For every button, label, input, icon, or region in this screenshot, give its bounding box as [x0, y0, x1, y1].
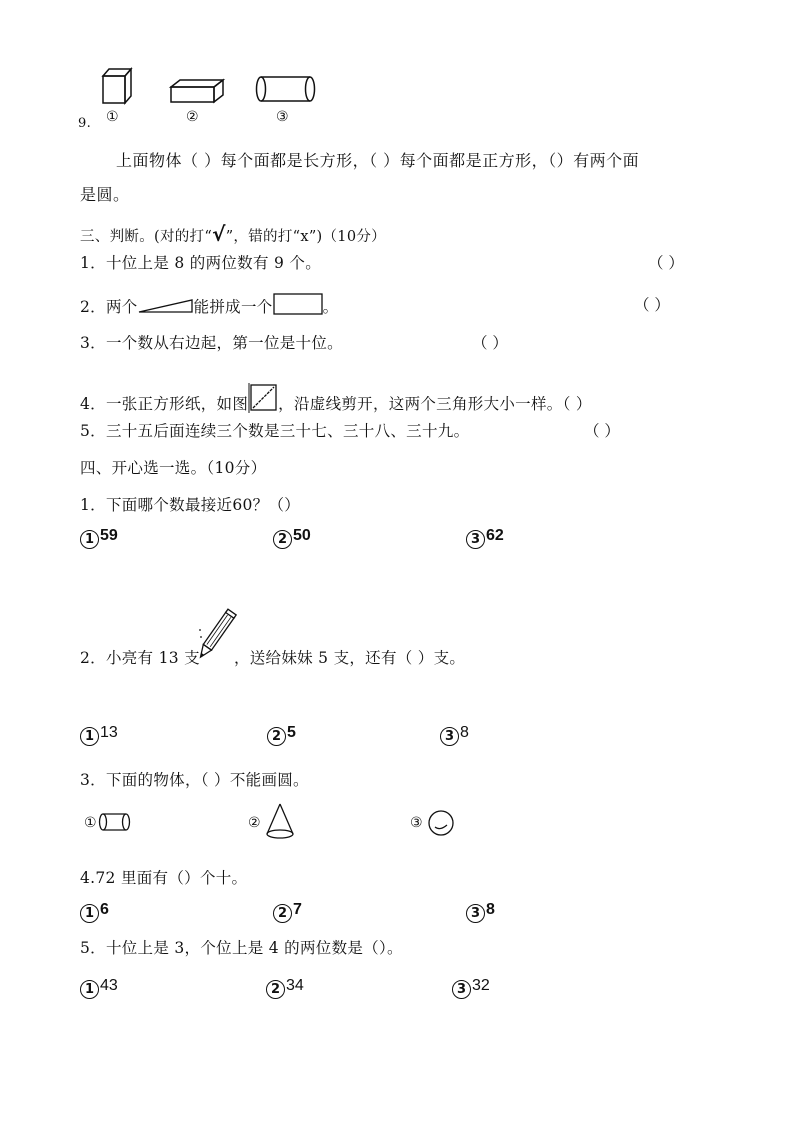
judge-item-3: 3．一个数从右边起，第一位是十位。: [80, 334, 343, 352]
q4-option-3[interactable]: 3 8: [466, 901, 495, 923]
choice-q1: 1．下面哪个数最接近60？（）: [80, 496, 301, 514]
q3-label-1: ①: [84, 815, 97, 831]
q3-label-3: ③: [410, 815, 423, 831]
section3-heading-mid: ”，错的打“x”)（10分）: [225, 229, 386, 245]
q2-option-1[interactable]: 1 13: [80, 724, 118, 746]
choice-q2-suffix: ，送给妹妹 5 支，还有（ ）支。: [233, 649, 466, 667]
judge-item-2-suffix: 。: [322, 298, 339, 316]
judge-bracket-2[interactable]: （ ）: [634, 296, 670, 314]
q9-text-line2: 是圆。: [80, 185, 130, 204]
q5-option-2[interactable]: 2 34: [266, 977, 304, 999]
choice-q2: [80, 646, 465, 668]
circle-number-icon: 3: [466, 530, 485, 549]
judge-item-2-mid: 能拼成一个: [193, 298, 273, 316]
figure-label-3: ③: [276, 109, 289, 125]
cylinder-small-icon: [98, 811, 132, 833]
judge-item-2: [80, 293, 338, 317]
q1-option-1[interactable]: 1 59: [80, 527, 118, 549]
circle-number-icon: 1: [80, 904, 99, 923]
choice-q5: 5．十位上是 3，个位上是 4 的两位数是（）。: [80, 939, 403, 957]
judge-bracket-1[interactable]: （ ）: [648, 254, 684, 272]
cuboid-icon: [168, 78, 226, 104]
figure-label-1: ①: [106, 109, 119, 125]
q2-option-3[interactable]: 3 8: [440, 724, 469, 746]
circle-number-icon: 1: [80, 727, 99, 746]
square-with-diagonal-icon: [248, 383, 278, 413]
section4-heading: 四、开心选一选。（10分）: [80, 459, 267, 477]
cube-icon: [100, 66, 134, 106]
judge-item-4: [80, 383, 592, 414]
circle-number-icon: 3: [440, 727, 459, 746]
judge-item-1: 1．十位上是 8 的两位数有 9 个。: [80, 254, 321, 272]
circle-number-icon: 1: [80, 980, 99, 999]
circle-number-icon: 2: [273, 530, 292, 549]
rectangle-icon: [273, 293, 323, 315]
judge-item-5: 5．三十五后面连续三个数是三十七、三十八、三十九。: [80, 422, 470, 440]
judge-item-4-prefix: 4．一张正方形纸，如图: [80, 395, 249, 413]
choice-q4: 4.72 里面有（）个十。: [80, 869, 248, 887]
judge-bracket-3[interactable]: （ ）: [472, 334, 508, 352]
cylinder-icon: [255, 74, 317, 104]
circle-number-icon: 2: [266, 980, 285, 999]
q3-label-2: ②: [248, 815, 261, 831]
q1-option-3[interactable]: 3 62: [466, 527, 504, 549]
cone-icon: [264, 802, 296, 842]
q1-option-2[interactable]: 2 50: [273, 527, 311, 549]
q4-option-2[interactable]: 2 7: [273, 901, 302, 923]
figure-label-2: ②: [186, 109, 199, 125]
q9-question: [80, 144, 720, 212]
check-mark: √: [212, 222, 226, 246]
section3-heading-prefix: 三、判断。(对的打“: [80, 229, 213, 245]
circle-number-icon: 1: [80, 530, 99, 549]
judge-item-4-suffix: ，沿虚线剪开，这两个三角形大小一样。（ ）: [278, 395, 592, 413]
section3-heading: [80, 222, 386, 246]
q9-number: 9.: [78, 116, 92, 131]
circle-number-icon: 3: [466, 904, 485, 923]
circle-number-icon: 3: [452, 980, 471, 999]
sphere-icon: [426, 808, 456, 838]
q9-text-line1: 上面物体（ ）每个面都是长方形，（ ）每个面都是正方形，（）有两个面: [116, 151, 640, 170]
circle-number-icon: 2: [273, 904, 292, 923]
q2-option-2[interactable]: 2 5: [267, 724, 296, 746]
choice-q2-prefix: 2．小亮有 13 支: [80, 649, 200, 667]
circle-number-icon: 2: [267, 727, 286, 746]
choice-q3: 3．下面的物体，（ ）不能画圆。: [80, 771, 309, 789]
q4-option-1[interactable]: 1 6: [80, 901, 109, 923]
pencil-icon: [196, 606, 236, 664]
q5-option-3[interactable]: 3 32: [452, 977, 490, 999]
q5-option-1[interactable]: 1 43: [80, 977, 118, 999]
judge-item-2-prefix: 2．两个: [80, 298, 138, 316]
right-triangle-icon: [138, 298, 194, 314]
judge-bracket-5[interactable]: （ ）: [584, 422, 620, 440]
